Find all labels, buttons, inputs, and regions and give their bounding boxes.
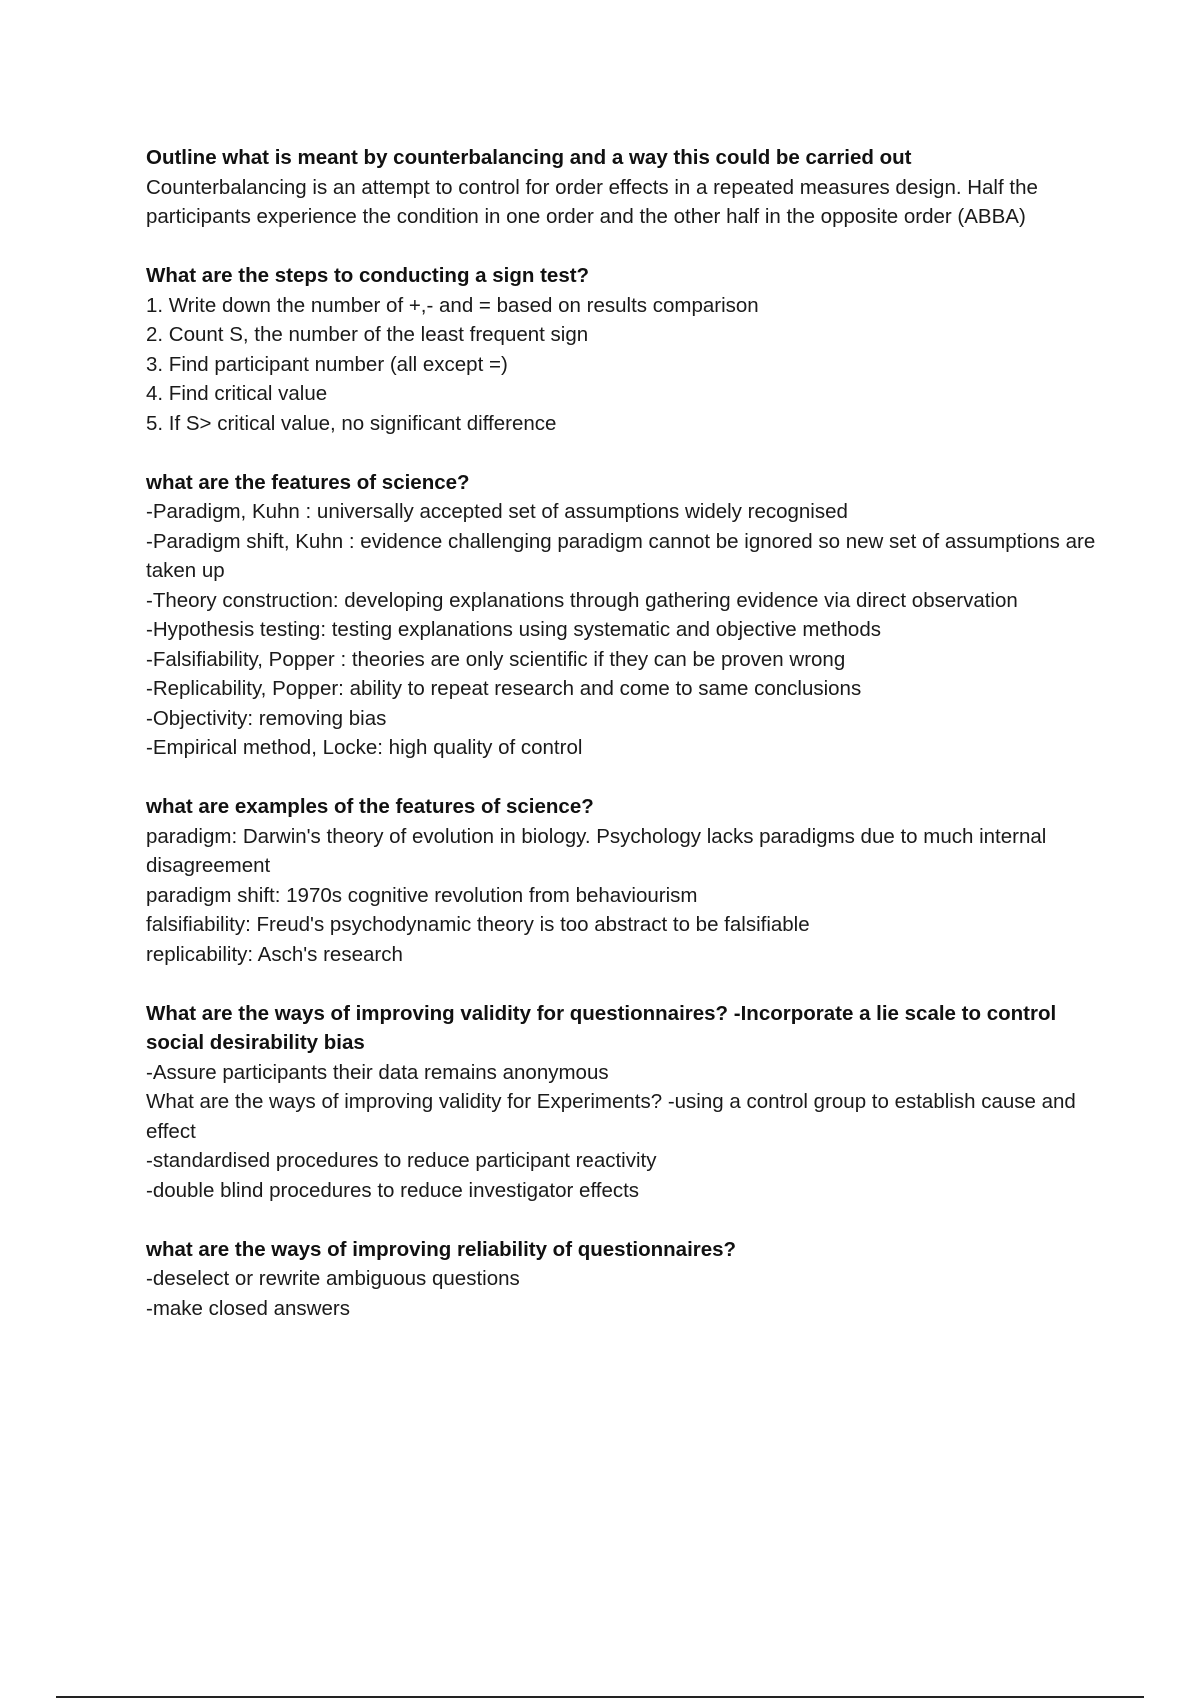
answer-line: falsifiability: Freud's psychodynamic theory is too abstract to be falsifiable <box>146 913 810 936</box>
section-features-of-science <box>146 468 1106 763</box>
answer-line: 3. Find participant number (all except =) <box>146 352 508 376</box>
answer-line: -Paradigm, Kuhn : universally accepted set of assumptions widely recognised <box>146 500 848 523</box>
answer-line: 4. Find critical value <box>146 382 328 405</box>
question-heading: Outline what is meant by counterbalancing and a way this could be carried out <box>146 146 912 169</box>
document-body <box>146 143 1106 1353</box>
answer-line: -deselect or rewrite ambiguous questions <box>146 1267 520 1290</box>
question-heading: what are examples of the features of science? <box>146 795 594 818</box>
answer-line: -Falsifiability, Popper : theories are only scientific if they can be proven wrong <box>146 647 846 671</box>
answer-line: -standardised procedures to reduce participant reactivity <box>146 1149 657 1172</box>
answer-line: replicability: Asch's research <box>146 942 403 966</box>
question-heading: what are the features of science? <box>146 470 470 494</box>
question-heading: What are the steps to conducting a sign test? <box>146 264 590 287</box>
answer-line: 1. Write down the number of +,- and = based on results comparison <box>146 293 759 317</box>
answer-line: -make closed answers <box>146 1296 350 1320</box>
answer-line: paradigm: Darwin's theory of evolution in biology. Psychology lacks paradigms due to much internal disagreement <box>146 824 1047 877</box>
answer-line: -Replicability, Popper: ability to repeat research and come to same conclusions <box>146 677 862 700</box>
answer-line: -Objectivity: removing bias <box>146 706 387 730</box>
question-heading: what are the ways of improving reliability of questionnaires? <box>146 1237 737 1261</box>
question-heading: What are the ways of improving validity for questionnaires? -Incorporate a lie scale to control social desirability bias <box>146 1001 1057 1054</box>
section-improving-validity <box>146 999 1106 1206</box>
answer-line: What are the ways of improving validity for Experiments? -using a control group to establish cause and effect <box>146 1090 1076 1143</box>
answer-line: -Paradigm shift, Kuhn : evidence challenging paradigm cannot be ignored so new set of assumptions are taken up <box>146 529 1096 582</box>
answer-line: -double blind procedures to reduce investigator effects <box>146 1178 640 1202</box>
section-improving-reliability <box>146 1235 1106 1324</box>
section-counterbalancing <box>146 143 1106 232</box>
page-bottom-rule <box>56 1696 1144 1698</box>
answer-line: 5. If S> critical value, no significant difference <box>146 411 557 435</box>
answer-line: Counterbalancing is an attempt to control for order effects in a repeated measures design. Half the participants experience the condition in one order and the other half in the opposite order (ABBA) <box>146 175 1038 228</box>
answer-line: -Hypothesis testing: testing explanations using systematic and objective methods <box>146 618 881 641</box>
answer-line: paradigm shift: 1970s cognitive revolution from behaviourism <box>146 883 698 907</box>
answer-line: -Theory construction: developing explanations through gathering evidence via direct observation <box>146 588 1018 612</box>
answer-line: 2. Count S, the number of the least frequent sign <box>146 323 589 346</box>
section-examples-of-features <box>146 792 1106 969</box>
answer-line: -Assure participants their data remains anonymous <box>146 1060 609 1084</box>
answer-line: -Empirical method, Locke: high quality of control <box>146 736 583 759</box>
section-sign-test <box>146 261 1106 438</box>
